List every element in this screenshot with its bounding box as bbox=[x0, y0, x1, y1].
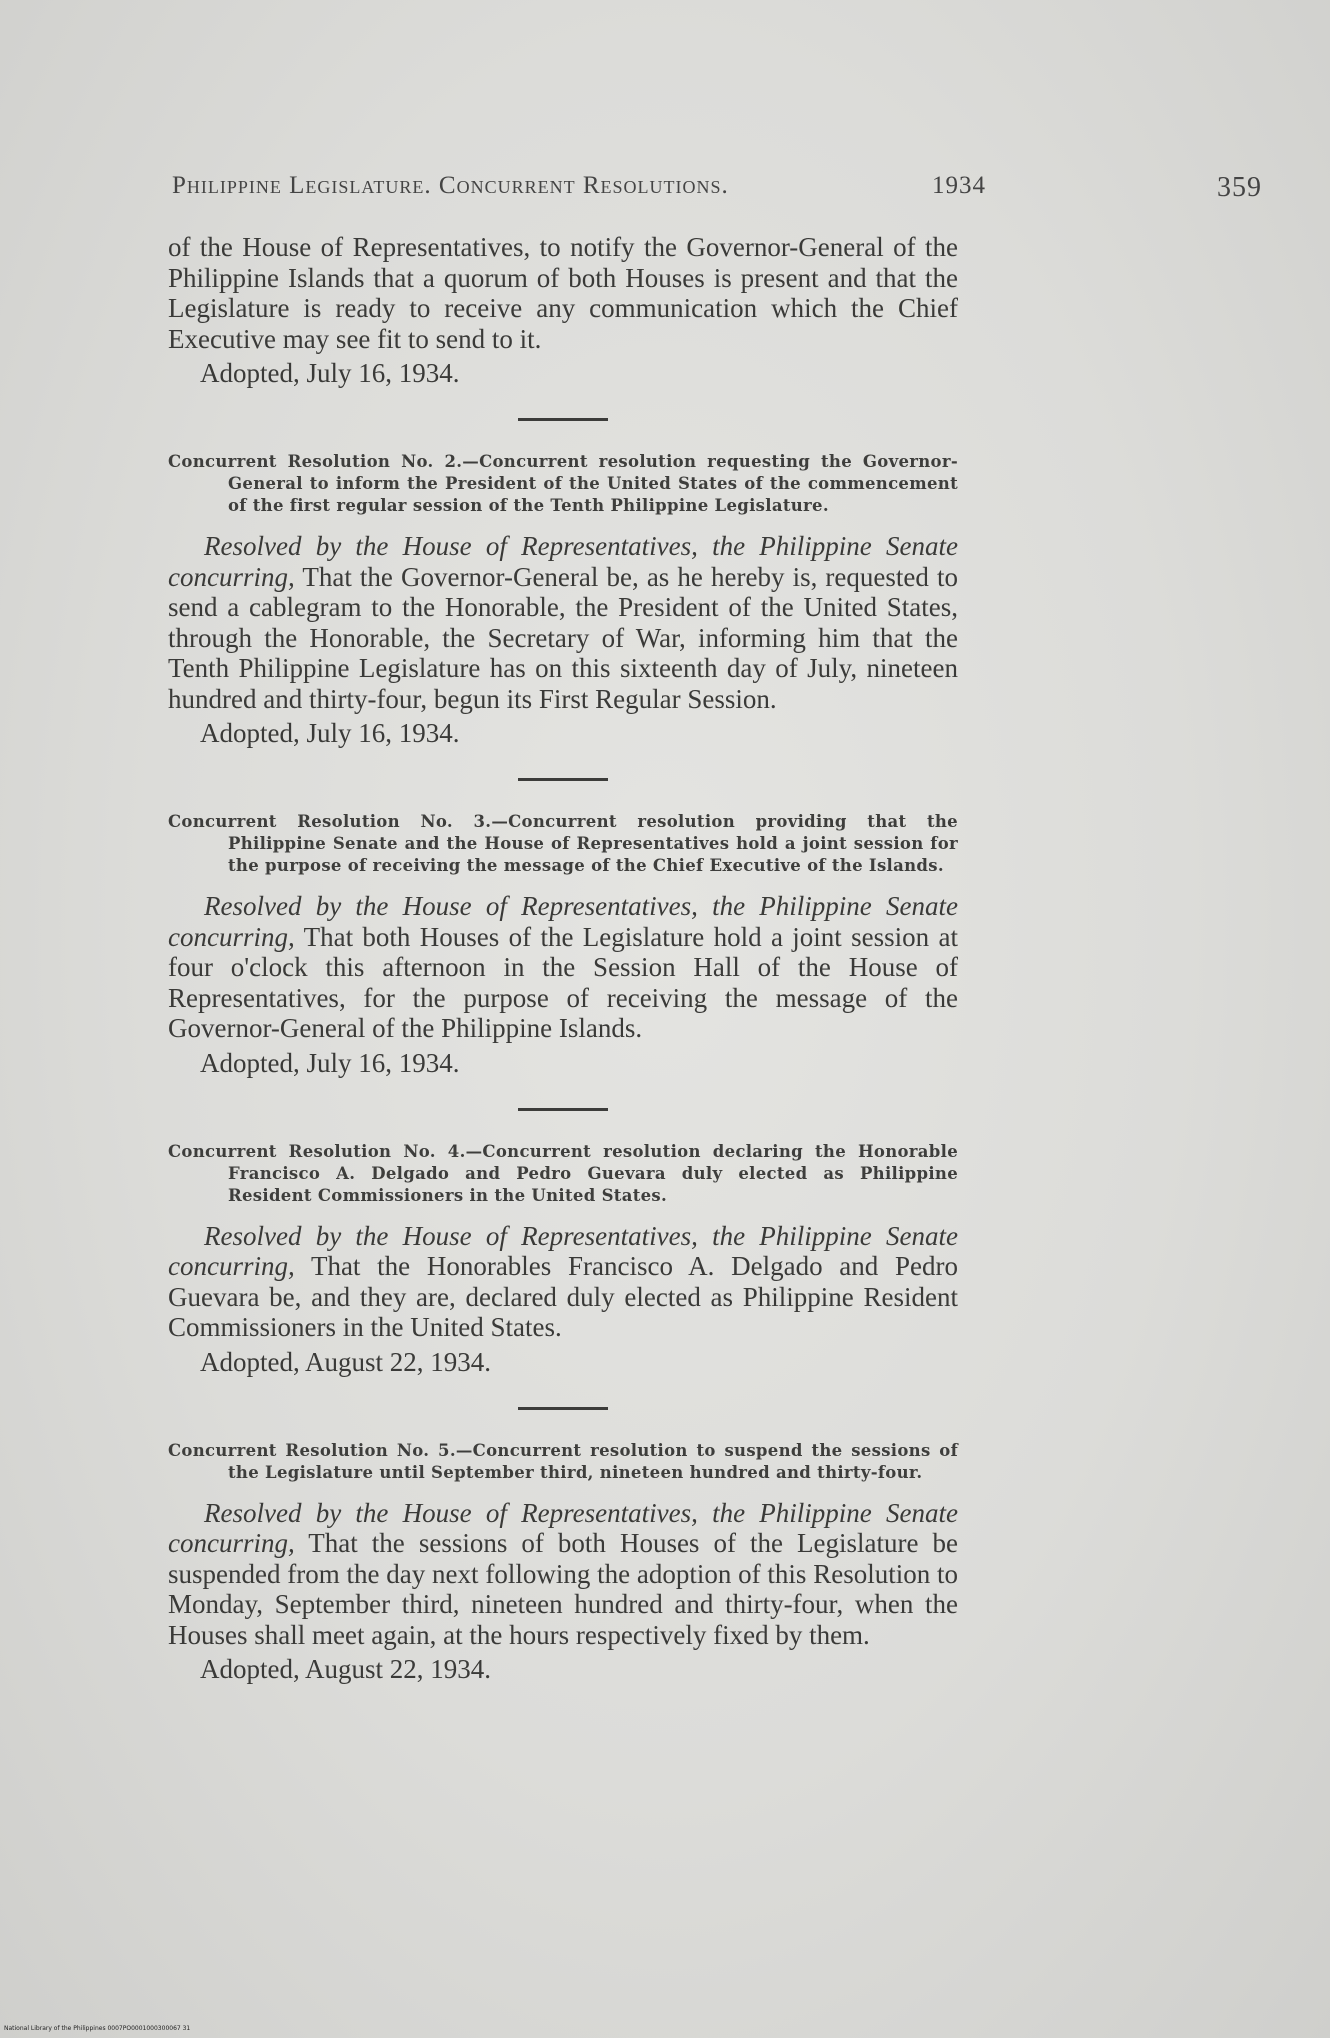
resolution-3 bbox=[168, 811, 958, 1078]
resolution-lead: Resolved by the House of Representatives, the Philippine Senate concurring, bbox=[168, 1497, 958, 1558]
resolution-lead: Resolved by the House of Representatives, the Philippine Senate concurring, bbox=[168, 531, 958, 592]
resolution-adopted: Adopted, July 16, 1934. bbox=[200, 718, 460, 748]
section-divider bbox=[518, 1407, 608, 1410]
resolution-lead: Resolved by the House of Representatives, the Philippine Senate concurring, bbox=[168, 891, 958, 952]
resolution-adopted: Adopted, August 22, 1934. bbox=[200, 1654, 492, 1684]
resolution-adopted: Adopted, July 16, 1934. bbox=[200, 1047, 460, 1078]
resolution-text: That the Governor-General be, as he hereby is, requested to send a cablegram to the Honorable, the President of the United States, through the Honorable, the Secretary of War, informing him that the Tenth Philippine Legislature has on this sixteenth day of July, nineteen hundred and thirty-four, begun its First Regular Session. bbox=[168, 561, 958, 714]
section-divider bbox=[518, 778, 608, 781]
resolution-body bbox=[168, 1221, 958, 1343]
scan-footer: National Library of the Philippines 0007PO0001000300067 31 bbox=[4, 2025, 191, 2032]
resolution-heading: Concurrent Resolution No. 5.—Concurrent resolution to suspend the sessions of the Legislature until September third, nineteen hundred and thirty-four. bbox=[168, 1440, 958, 1482]
opening-paragraph: of the House of Representatives, to notify the Governor-General of the Philippine Islands that a quorum of both Houses is present and that the Legislature is ready to receive any communication which the Chief Executive may see fit to send to it. bbox=[168, 232, 958, 354]
resolution-4 bbox=[168, 1141, 958, 1377]
resolution-text: That the sessions of both Houses of the Legislature be suspended from the day next following the adoption of this Resolution to Monday, September third, nineteen hundred and thirty-four, when the Houses shall meet again, at the hours respectively fixed by them. bbox=[168, 1528, 958, 1650]
resolution-adopted: Adopted, August 22, 1934. bbox=[200, 1346, 492, 1377]
resolution-heading: Concurrent Resolution No. 2.—Concurrent resolution requesting the Governor-General to inform the President of the United States of the commencement of the first regular session of the Tenth Philippine Legislature. bbox=[168, 452, 958, 515]
resolution-2 bbox=[168, 451, 958, 748]
running-head-year: 1934 bbox=[932, 172, 986, 199]
resolution-body bbox=[168, 1498, 958, 1651]
resolution-text: That both Houses of the Legislature hold a joint session at four o'clock this afternoon in the Session Hall of the House of Representatives, for the purpose of receiving the message of the Governor-General of the Philippine Islands. bbox=[168, 921, 958, 1043]
resolution-body bbox=[168, 891, 958, 1044]
resolution-5 bbox=[168, 1440, 958, 1685]
resolution-text: That the Honorables Francisco A. Delgado and Pedro Guevara be, and they are, declared duly elected as Philippine Resident Commissioners in the United States. bbox=[168, 1251, 958, 1342]
page-content bbox=[168, 232, 958, 1684]
running-head-title: Philippine Legislature. Concurrent Resolutions. bbox=[172, 172, 729, 199]
opening-adopted: Adopted, July 16, 1934. bbox=[200, 358, 460, 388]
resolution-heading: Concurrent Resolution No. 3.—Concurrent resolution providing that the Philippine Senate and the House of Representatives hold a joint session for the purpose of receiving the message of the Chief Executive of the Islands. bbox=[168, 812, 958, 875]
resolution-body bbox=[168, 531, 958, 714]
resolution-heading: Concurrent Resolution No. 4.—Concurrent resolution declaring the Honorable Francisco A. Delgado and Pedro Guevara duly elected as Philippine Resident Commissioners in the United States. bbox=[168, 1141, 958, 1205]
section-divider bbox=[518, 1108, 608, 1111]
section-divider bbox=[518, 418, 608, 421]
resolution-lead: Resolved by the House of Representatives, the Philippine Senate concurring, bbox=[168, 1220, 958, 1281]
page-number: 359 bbox=[1217, 172, 1262, 203]
